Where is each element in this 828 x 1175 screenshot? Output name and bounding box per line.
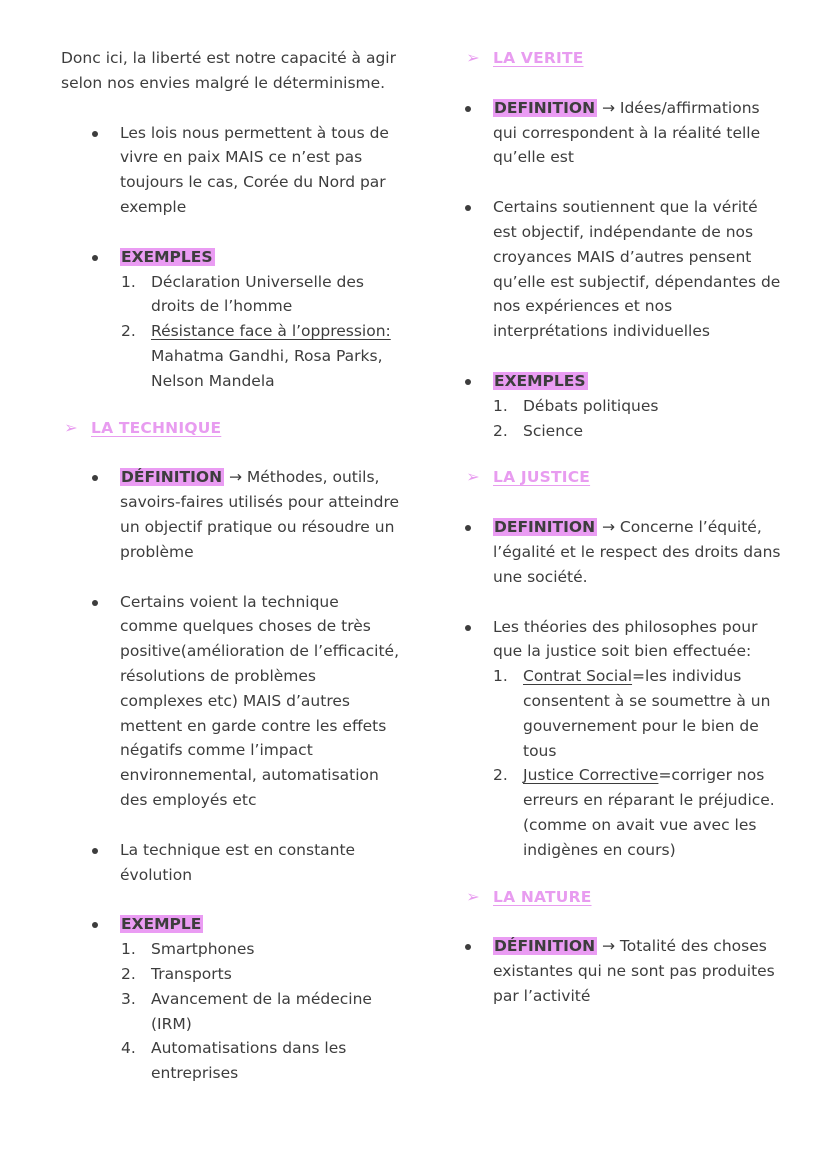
bullet-theories (463, 615, 783, 665)
list-number: 2. (121, 964, 136, 983)
list-item-text: Avancement de la médecine (IRM) (151, 989, 372, 1033)
bullet-text: Certains soutiennent que la vérité est objectif, indépendante de nos croyances MAIS d’autres pensent qu’elle est subjectif, dépendantes de nos expériences et nos interprétations individuelles (493, 198, 781, 341)
bullet-text: Certains voient la technique comme quelques choses de très positive(amélioration de l’efficacité, résolutions de problèmes complexes etc) MAIS d’autres mettent en garde contre les effets négatifs comme l’impact environnemental, automatisation des employés etc (120, 592, 400, 809)
arrow-icon: ➢ (466, 886, 480, 906)
list-item-text: =corriger nos erreurs en réparant le préjudice. (comme on avait vue avec les indigènes en cours) (523, 766, 775, 859)
arrow-icon: ➢ (466, 48, 480, 67)
heading-verite (463, 46, 783, 71)
right-column (463, 46, 783, 1009)
list-item-text: Transports (151, 964, 232, 983)
list-item (463, 419, 783, 444)
bullet-text: La technique est en constante évolution (120, 840, 356, 884)
definition-text: → Concerne l’équité, l’égalité et le respect des droits dans une société. (493, 518, 781, 586)
list-item-text: Smartphones (151, 940, 255, 959)
heading-text: LA NATURE (493, 887, 592, 906)
exemples-highlight: EXEMPLES (494, 371, 586, 390)
bullet-dot (465, 944, 471, 950)
bullet-dot (465, 625, 471, 631)
bullet-text: Les théories des philosophes pour que la justice soit bien effectuée: (493, 617, 758, 661)
list-item (463, 664, 783, 763)
technique-exemple-list (61, 937, 401, 1086)
definition-text: → Totalité des choses existantes qui ne sont pas produites par l’activité (493, 937, 775, 1005)
bullet-lois-text: Les lois nous permettent à tous de vivre en paix MAIS ce n’est pas toujours le cas, Corée du Nord par exemple (120, 123, 389, 216)
bullet-definition-justice (463, 515, 783, 589)
definition-highlight: DÉFINITION (494, 937, 596, 956)
bullet-dot (465, 205, 471, 211)
underlined-text: Résistance face à l’oppression: (151, 322, 391, 341)
heading-nature (463, 885, 783, 910)
list-item-text: =les individus consentent à se soumettre à un gouvernement pour le bien de tous (523, 667, 771, 760)
definition-highlight: DEFINITION (494, 518, 596, 537)
bullet-certains (463, 195, 783, 344)
bullet-dot (92, 922, 98, 928)
list-item (91, 987, 401, 1037)
bullet-dot (92, 848, 98, 854)
bullet-definition-nature (463, 934, 783, 1008)
justice-list (463, 664, 783, 862)
list-item (91, 937, 401, 962)
exemple-highlight: EXEMPLE (121, 915, 202, 934)
bullet-dot (465, 379, 471, 385)
list-number: 1. (493, 396, 508, 415)
list-number: 2. (121, 322, 136, 341)
list-item-text: Automatisations dans les entreprises (151, 1039, 347, 1083)
bullet-dot (92, 475, 98, 481)
definition-highlight: DEFINITION (494, 98, 596, 117)
bullet-lois (61, 121, 401, 220)
definition-text: → Méthodes, outils, savoirs-faires utilisés pour atteindre un objectif pratique ou résoudre un problème (120, 468, 400, 561)
list-number: 2. (493, 766, 508, 785)
definition-text: → Idées/affirmations qui correspondent à la réalité telle qu’elle est (493, 98, 761, 167)
arrow-icon: ➢ (64, 417, 78, 437)
verite-exemples-list (463, 394, 783, 444)
bullet-exemples-verite (463, 369, 783, 394)
exemples-highlight: EXEMPLES (121, 247, 213, 266)
heading-justice (463, 465, 783, 490)
bullet-dot (92, 131, 98, 137)
underlined-text: Justice Corrective (523, 766, 659, 785)
list-item-text: Science (523, 421, 584, 440)
list-item-text: Mahatma Gandhi, Rosa Parks, Nelson Mandela (151, 346, 383, 390)
underlined-text: Contrat Social (523, 667, 633, 686)
list-item-text: Débats politiques (523, 396, 659, 415)
list-number: 1. (121, 272, 136, 291)
bullet-evolution (61, 838, 401, 888)
list-number: 1. (121, 940, 136, 959)
bullet-dot (92, 255, 98, 261)
arrow-icon: ➢ (466, 467, 480, 487)
list-item (91, 962, 401, 987)
list-number: 2. (493, 421, 508, 440)
bullet-dot (92, 600, 98, 606)
heading-technique (61, 416, 401, 441)
list-item (463, 763, 783, 862)
definition-highlight: DÉFINITION (121, 468, 223, 487)
intro-paragraph: Donc ici, la liberté est notre capacité à agir selon nos envies malgré le déterminisme. (61, 49, 396, 92)
bullet-definition-technique (61, 465, 401, 564)
list-item (463, 394, 783, 419)
heading-text: LA JUSTICE (493, 468, 591, 487)
bullet-exemple-technique (61, 912, 401, 937)
bullet-voient (61, 590, 401, 813)
list-item (91, 270, 401, 320)
left-column (61, 46, 401, 1086)
bullet-definition-verite (463, 96, 783, 170)
list-item-text: Déclaration Universelle des droits de l’homme (151, 272, 364, 316)
bullet-exemples (61, 245, 401, 270)
bullet-dot (465, 525, 471, 531)
bullet-dot (465, 106, 471, 112)
list-number: 3. (121, 989, 136, 1008)
exemples-list (61, 270, 401, 394)
list-number: 4. (121, 1039, 136, 1058)
list-item (91, 1036, 401, 1086)
heading-text: LA TECHNIQUE (91, 418, 222, 437)
heading-text: LA VERITE (493, 49, 584, 67)
list-number: 1. (493, 667, 508, 686)
list-item (91, 319, 401, 393)
